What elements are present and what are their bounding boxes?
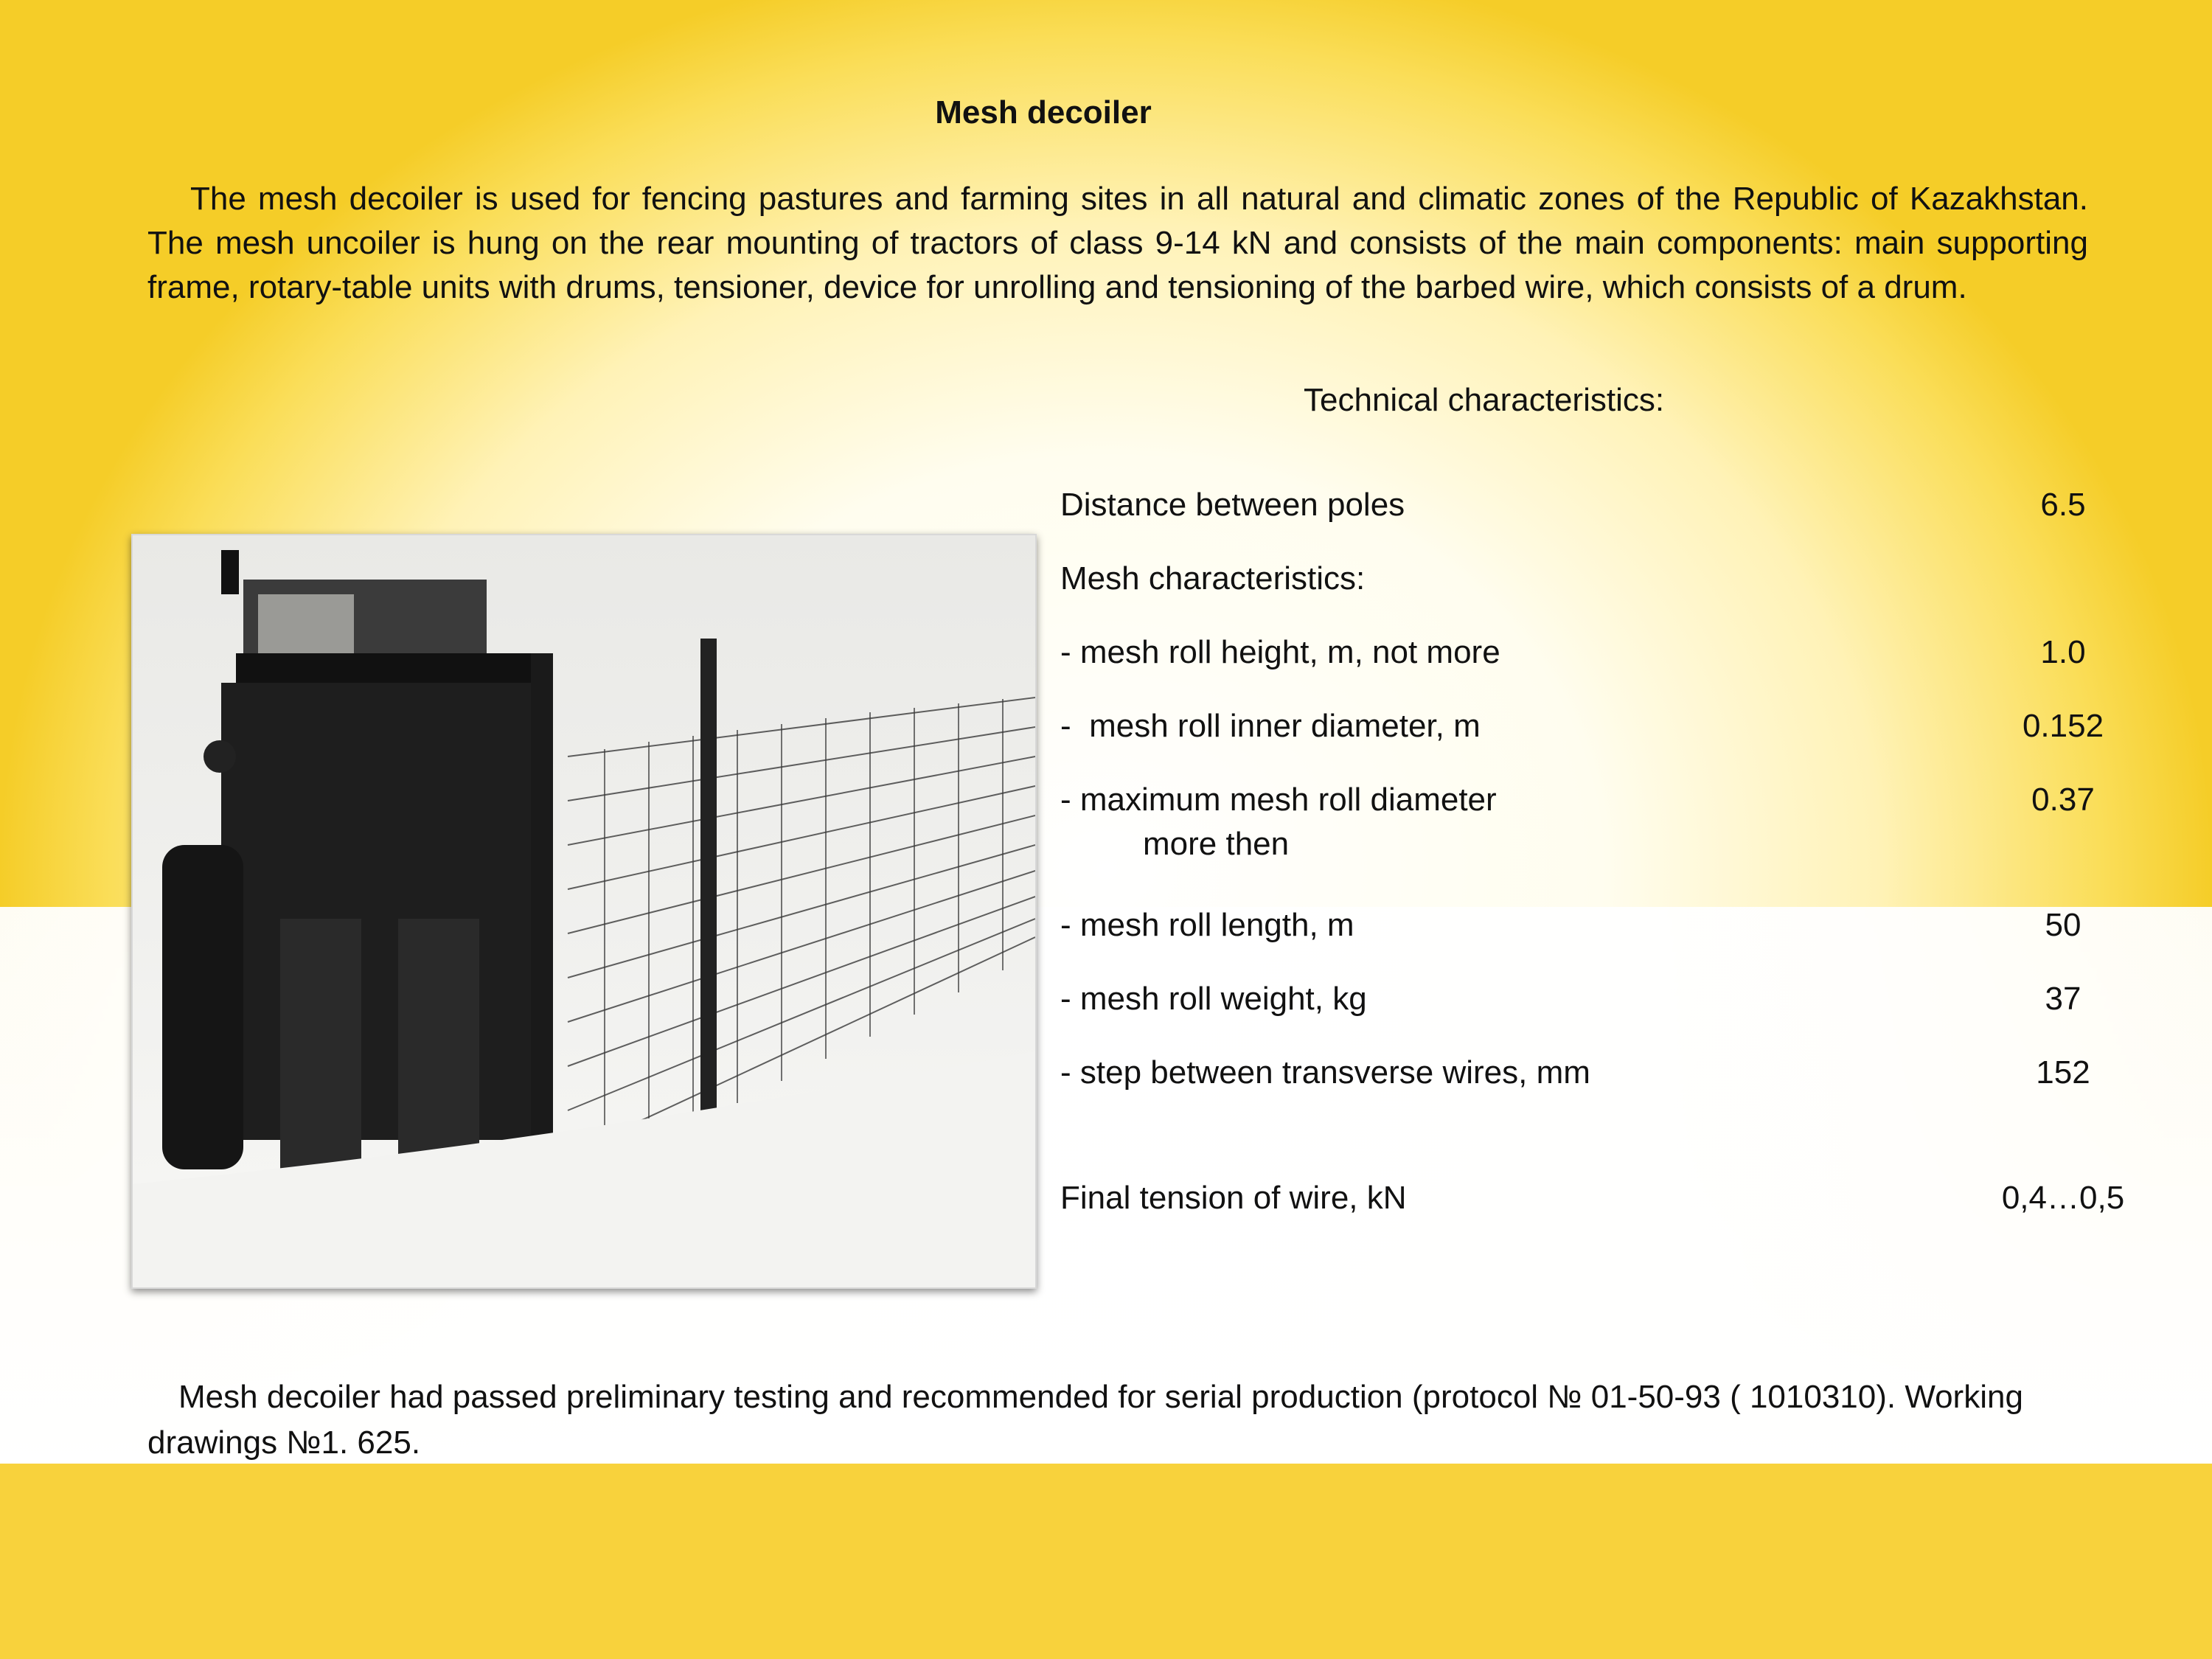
spec-label: - mesh roll height, m, not more	[1060, 634, 1500, 670]
spec-value: 1.0	[2040, 634, 2086, 670]
tractor-photo	[131, 534, 1037, 1289]
spec-value: 50	[2045, 907, 2081, 943]
spec-label: Distance between poles	[1060, 487, 1405, 523]
background-bottom-band	[0, 1464, 2212, 1659]
intro-paragraph: The mesh decoiler is used for fencing pastures and farming sites in all natural and climatic zones of the Republic of Kazakhstan. The mesh uncoiler is hung on the rear mounting of tractors of class 9-14 kN and consists of the main components: main supporting frame, rotary-table units with drums, tensioner, device for unrolling and tensioning of the barbed wire, which consists of a drum.	[147, 181, 2088, 305]
spec-value: 0,4…0,5	[2001, 1180, 2125, 1216]
spec-label: - mesh roll weight, kg	[1060, 981, 1367, 1017]
spec-value: 37	[2045, 981, 2081, 1017]
spec-label: Final tension of wire, kN	[1060, 1180, 1407, 1216]
spec-label: - step between transverse wires, mm	[1060, 1054, 1590, 1091]
spec-value: 0.37	[2031, 782, 2095, 818]
page-title: Mesh decoiler	[935, 94, 1152, 131]
spec-label-continuation: more then	[1143, 826, 1290, 862]
spec-value: 152	[2036, 1054, 2090, 1091]
spec-label: Mesh characteristics:	[1060, 560, 1366, 597]
spec-label: - maximum mesh roll diameter	[1060, 782, 1497, 818]
spec-value: 0.152	[2022, 708, 2104, 744]
spec-value: 6.5	[2040, 487, 2086, 523]
spec-label: - mesh roll inner diameter, m	[1060, 708, 1481, 744]
tech-characteristics-heading: Technical characteristics:	[1304, 382, 1665, 418]
footer-paragraph: Mesh decoiler had passed preliminary testing and recommended for serial production (protocol № 01-50-93 ( 1010310). Working drawings №1. 625.	[147, 1379, 2023, 1461]
spec-label: - mesh roll length, m	[1060, 907, 1354, 943]
